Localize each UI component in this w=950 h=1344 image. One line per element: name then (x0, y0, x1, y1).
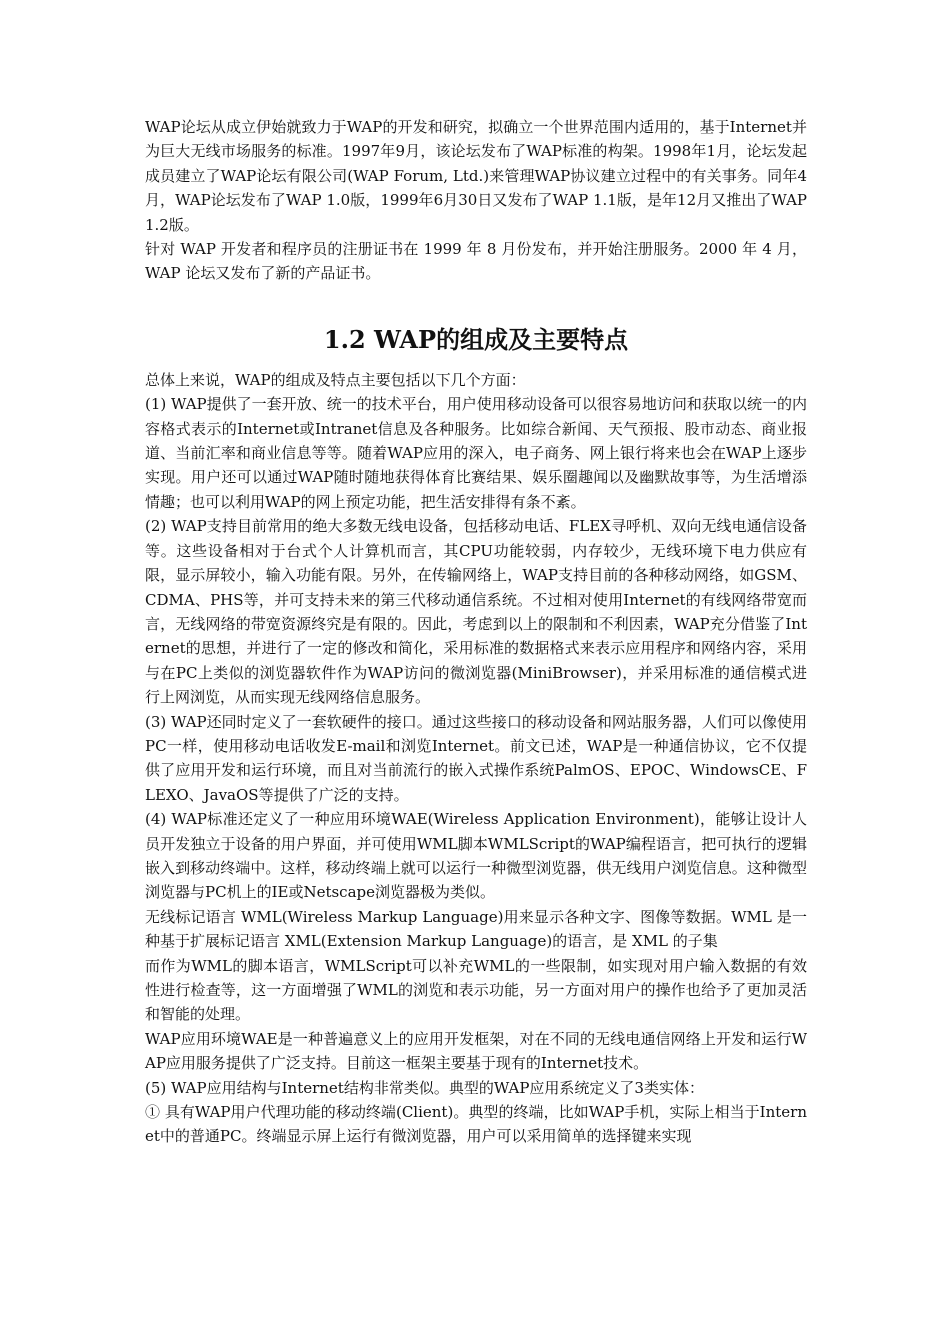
spacer (145, 286, 807, 322)
section-intro: 总体上来说，WAP的组成及特点主要包括以下几个方面： (145, 370, 526, 389)
entity-1-paragraph: ① 具有WAP用户代理功能的移动终端(Client)。典型的终端，比如WAP手机，实际上相当于Internet中的普通PC。终端显示屏上运行有微浏览器，用户可以采用简单的选择键来实现 (145, 1103, 807, 1146)
document-page (145, 115, 807, 1149)
intro-paragraph-2: 针对 WAP 开发者和程序员的注册证书在 1999 年 8 月份发布，并开始注册服务。2000 年 4 月，WAP 论坛又发布了新的产品证书。 (145, 240, 807, 283)
wae-paragraph: WAP应用环境WAE是一种普遍意义上的应用开发框架，对在不同的无线电通信网络上开发和运行WAP应用服务提供了广泛支持。目前这一框架主要基于现有的Internet技术。 (145, 1029, 807, 1073)
feature-5-paragraph: (5) WAP应用结构与Internet结构非常类似。典型的WAP应用系统定义了3类实体： (145, 1078, 704, 1097)
feature-2-paragraph: (2) WAP支持目前常用的绝大多数无线电设备，包括移动电话、FLEX寻呼机、双向无线电通信设备等。这些设备相对于台式个人计算机而言，其CPU功能较弱，内存较少，无线环境下电力供应有限，显示屏较小，输入功能有限。另外，在传输网络上，WAP支持目前的各种移动网络，如GSM、CDMA、PHS等，并可支持未来的第三代移动通信系统。不过相对使用Internet的有线网络带宽而言，无线网络的带宽资源终究是有限的。因此，考虑到以上的限制和不利因素，WAP充分借鉴了Internet的思想，并进行了一定的修改和简化，采用标准的数据格式来表示应用程序和网络内容，采用与在PC上类似的浏览器软件作为WAP访问的微浏览器(MiniBrowser)，并采用标准的通信模式进行上网浏览，从而实现无线网络信息服务。 (145, 517, 807, 707)
spacer (145, 358, 807, 368)
wml-paragraph: 无线标记语言 WML(Wireless Markup Language)用来显示各种文字、图像等数据。WML 是一种基于扩展标记语言 XML(Extension Markup Language)的语言，是 XML 的子集 (145, 907, 807, 951)
intro-paragraph-1: WAP论坛从成立伊始就致力于WAP的开发和研究，拟确立一个世界范围内适用的，基于Internet并为巨大无线市场服务的标准。1997年9月，该论坛发布了WAP标准的构架。1998年1月，论坛发起成员建立了WAP论坛有限公司(WAP Forum, Ltd.)来管理WAP协议建立过程中的有关事务。同年4月，WAP论坛发布了WAP 1.0版，1999年6月30日又发布了WAP 1.1版，是年12月又推出了WAP 1.2版。 (145, 118, 807, 234)
feature-1-paragraph: (1) WAP提供了一套开放、统一的技术平台，用户使用移动设备可以很容易地访问和获取以统一的内容格式表示的Internet或Intranet信息及各种服务。比如综合新闻、天气预报、股市动态、商业报道、当前汇率和商业信息等等。随着WAP应用的深入，电子商务、网上银行将来也会在WAP上逐步实现。用户还可以通过WAP随时随地获得体育比赛结果、娱乐圈趣闻以及幽默故事等，为生活增添情趣；也可以利用WAP的网上预定功能，把生活安排得有条不紊。 (145, 395, 807, 511)
feature-3-paragraph: (3) WAP还同时定义了一套软硬件的接口。通过这些接口的移动设备和网站服务器，人们可以像使用PC一样，使用移动电话收发E-mail和浏览Internet。前文已述，WAP是一种通信协议，它不仅提供了应用开发和运行环境，而且对当前流行的嵌入式操作系统PalmOS、EPOC、WindowsCE、FLEXO、JavaOS等提供了广泛的支持。 (145, 712, 807, 804)
section-heading: 1.2 WAP的组成及主要特点 (323, 324, 629, 354)
feature-4-paragraph: (4) WAP标准还定义了一种应用环境WAE(Wireless Application Environment)，能够让设计人员开发独立于设备的用户界面，并可使用WML脚本WMLScript的WAP编程语言，把可执行的逻辑嵌入到移动终端中。这样，移动终端上就可以运行一种微型浏览器，供无线用户浏览信息。这种微型浏览器与PC机上的IE或Netscape浏览器极为类似。 (145, 810, 807, 902)
wmlscript-paragraph: 而作为WML的脚本语言，WMLScript可以补充WML的一些限制，如实现对用户输入数据的有效性进行检查等，这一方面增强了WML的浏览和表示功能，另一方面对用户的操作也给予了更加灵活和智能的处理。 (145, 956, 807, 1024)
